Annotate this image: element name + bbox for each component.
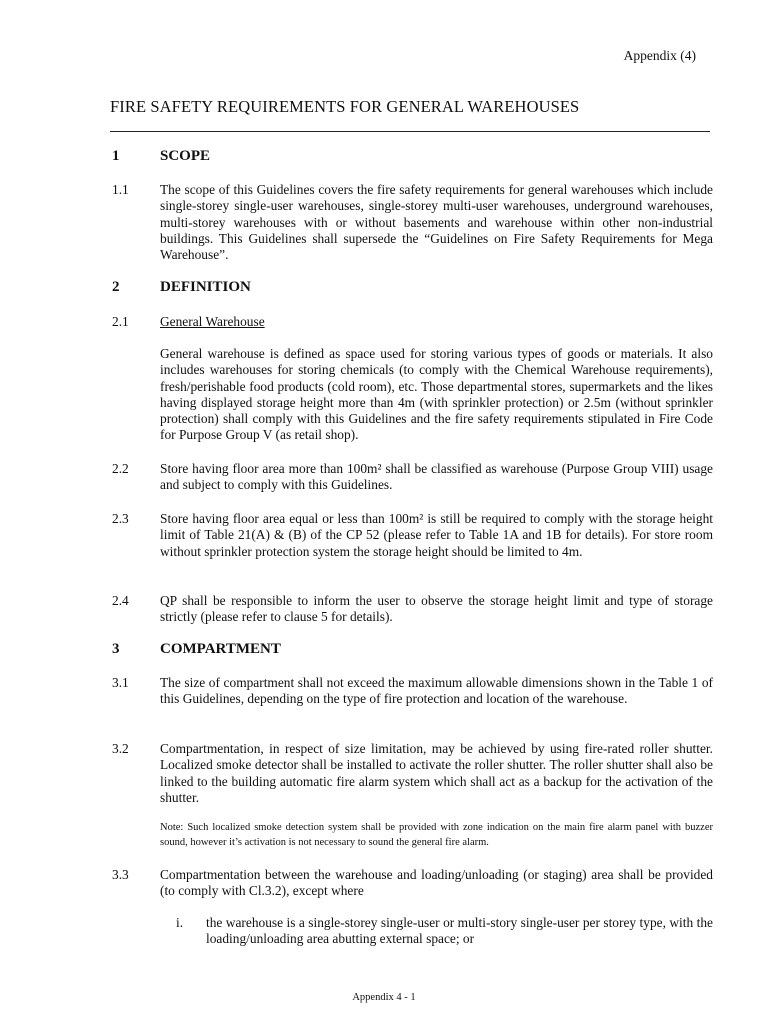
clause-text-3-1: The size of compartment shall not exceed the maximum allowable dimensions shown in the Table 1 of this Guidelines, depending on the type of fire protection and location of the warehouse. — [160, 675, 713, 707]
section-number-3: 3 — [112, 641, 120, 657]
clause-note-3-2: Note: Such localized smoke detection system shall be provided with zone indication on the main fire alarm panel with buzzer sound, however it’s activation is not necessary to sound the general fire alarm. — [160, 822, 713, 848]
section-number-2: 2 — [112, 279, 120, 295]
clause-number-2-4: 2.4 — [112, 593, 129, 608]
clause-number-3-3: 3.3 — [112, 867, 129, 882]
clause-number-2-1: 2.1 — [112, 314, 129, 329]
clause-text-3-2: Compartmentation, in respect of size limitation, may be achieved by using fire-rated roller shutter. Localized smoke detector shall be installed to activate the roller shutter. The roller shutter shall also be linked to the building automatic fire alarm system which shall act as a backup for the activation of the shutter. — [160, 741, 713, 805]
section-title-compartment: COMPARTMENT — [160, 641, 281, 657]
clause-text-1-1: The scope of this Guidelines covers the fire safety requirements for general warehouses which include single-storey single-user warehouses, single-storey multi-user warehouses, underground warehouses, multi-storey warehouses with or without basements and warehouse within other non-industrial buildings. This Guidelines shall supersede the “Guidelines on Fire Safety Requirements for Mega Warehouse”. — [160, 182, 713, 263]
list-item-text: the warehouse is a single-storey single-user or multi-story single-user per storey type, with the loading/unloading area abutting external space; or — [206, 915, 713, 947]
section-title-definition: DEFINITION — [160, 279, 251, 295]
clause-number-3-2: 3.2 — [112, 741, 129, 756]
clause-text-2-4: QP shall be responsible to inform the user to observe the storage height limit and type of storage strictly (please refer to clause 5 for details). — [160, 593, 713, 625]
section-number-1: 1 — [112, 148, 120, 164]
clause-text-3-3: Compartmentation between the warehouse and loading/unloading (or staging) area shall be provided (to comply with Cl.3.2), except where — [160, 867, 713, 899]
clause-number-2-2: 2.2 — [112, 461, 129, 476]
document-title: FIRE SAFETY REQUIREMENTS FOR GENERAL WAREHOUSES — [110, 97, 580, 116]
clause-text-2-3: Store having floor area equal or less than 100m² is still be required to comply with the storage height limit of Table 21(A) & (B) of the CP 52 (please refer to Table 1A and 1B for details). For store room without sprinkler protection system the storage height should be limited to 4m. — [160, 511, 713, 559]
title-divider — [110, 131, 710, 132]
section-title-scope: SCOPE — [160, 148, 211, 164]
page-footer: Appendix 4 - 1 — [352, 992, 416, 1003]
list-item-number: i. — [176, 915, 184, 930]
clause-number-1-1: 1.1 — [112, 182, 129, 197]
appendix-label: Appendix (4) — [623, 48, 696, 63]
clause-text-2-1: General warehouse is defined as space used for storing various types of goods or materials. It also includes warehouses for storing chemicals (to comply with the Chemical Warehouse requirements), fresh/perishable food products (cold room), etc. Those departmental stores, supermarkets and the likes having displayed storage height more than 4m (with sprinkler protection) or 2.5m (without sprinkler protection) shall comply with this Guidelines and the fire safety requirements stipulated in Fire Code for Purpose Group V (as retail shop). — [160, 346, 713, 443]
clause-text-2-2: Store having floor area more than 100m² shall be classified as warehouse (Purpose Group VIII) usage and subject to comply with this Guidelines. — [160, 461, 713, 493]
clause-heading-general-warehouse: General Warehouse — [160, 314, 265, 329]
clause-number-2-3: 2.3 — [112, 511, 129, 526]
clause-number-3-1: 3.1 — [112, 675, 129, 690]
